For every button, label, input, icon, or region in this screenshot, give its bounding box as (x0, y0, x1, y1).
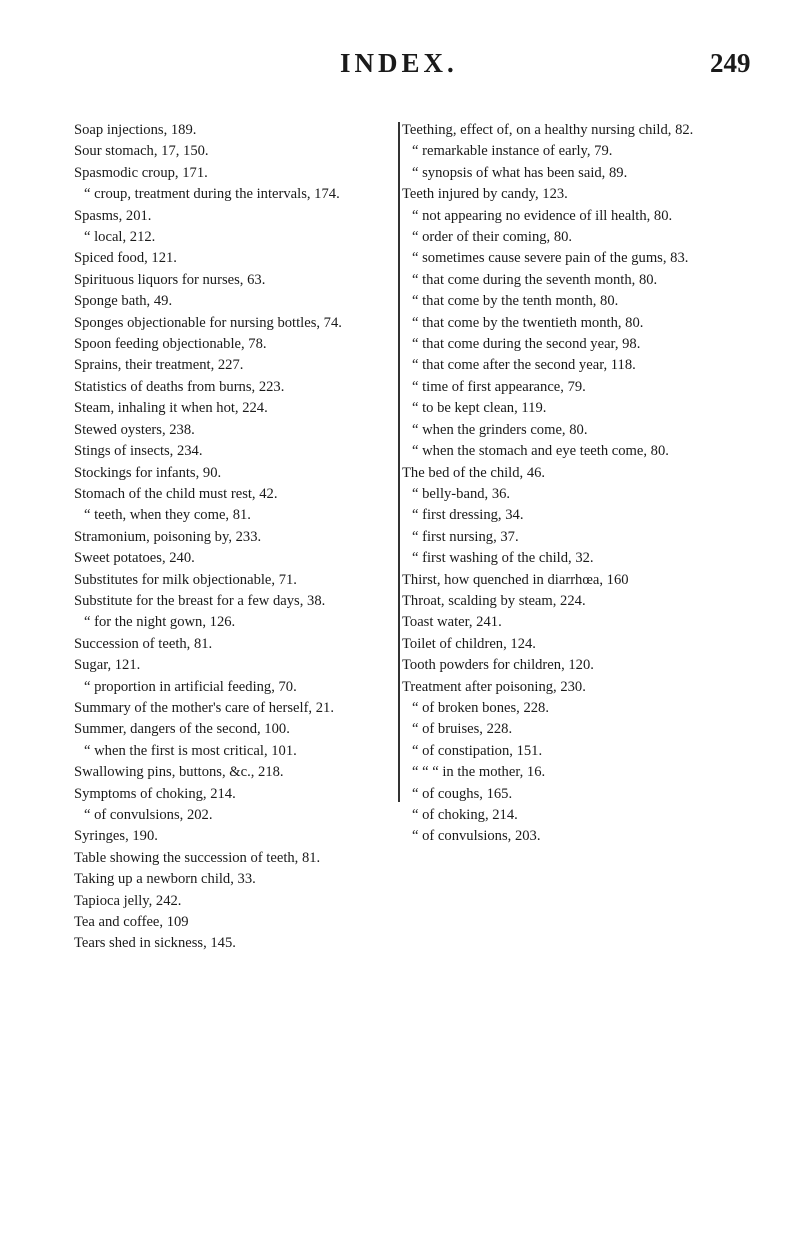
index-entry: Teething, effect of, on a healthy nursing child, 82. (402, 122, 694, 138)
index-subentry: “ of coughs, 165. (412, 785, 513, 802)
index-subentry: “ that come by the tenth month, 80. (412, 293, 619, 310)
index-entry: Toast water, 241. (402, 614, 502, 631)
index-entry: Sour stomach, 17, 150. (74, 143, 209, 160)
index-subentry: “ sometimes cause severe pain of the gums, 83. (412, 250, 689, 267)
index-subentry: “ when the grinders come, 80. (412, 421, 588, 438)
index-entry: Syringes, 190. (74, 828, 158, 845)
index-subentry: “ that come during the seventh month, 80. (412, 271, 658, 288)
index-column-left (74, 120, 400, 955)
page-header (0, 48, 800, 88)
index-subentry: “ that come during the second year, 98. (412, 336, 641, 353)
index-subentry: “ for the night gown, 126. (84, 614, 236, 631)
index-entry: Stewed oysters, 238. (74, 421, 195, 438)
index-entry: Stockings for infants, 90. (74, 464, 222, 481)
index-subentry: “ “ “ in the mother, 16. (412, 764, 546, 781)
index-subentry: “ belly-band, 36. (412, 485, 511, 502)
index-subentry: “ first nursing, 37. (412, 528, 519, 545)
index-entry: Steam, inhaling it when hot, 224. (74, 400, 268, 417)
index-entry: Spoon feeding objectionable, 78. (74, 336, 267, 353)
index-subentry: “ remarkable instance of early, 79. (412, 143, 613, 160)
index-entry: Sponges objectionable for nursing bottles, 74. (74, 314, 342, 331)
index-subentry: “ of broken bones, 228. (412, 699, 549, 716)
index-entry: Tapioca jelly, 242. (74, 892, 182, 909)
index-entry: Toilet of children, 124. (402, 635, 536, 652)
index-entry: Substitutes for milk objectionable, 71. (74, 571, 297, 588)
index-entry: Throat, scalding by steam, 224. (402, 592, 586, 609)
index-entry: Succession of teeth, 81. (74, 635, 213, 652)
index-entry: Spirituous liquors for nurses, 63. (74, 271, 266, 288)
index-entry: Stramonium, poisoning by, 233. (74, 528, 262, 545)
index-entry: Teeth injured by candy, 123. (402, 186, 568, 203)
index-subentry: “ that come after the second year, 118. (412, 357, 636, 374)
index-entry: Sugar, 121. (74, 657, 141, 674)
index-subentry: “ to be kept clean, 119. (412, 400, 547, 417)
index-subentry: “ proportion in artificial feeding, 70. (84, 678, 297, 695)
index-subentry: “ not appearing no evidence of ill health, 80. (412, 207, 673, 224)
index-subentry: “ when the first is most critical, 101. (84, 742, 297, 759)
index-entry: Sweet potatoes, 240. (74, 550, 195, 567)
index-subentry: “ local, 212. (84, 229, 156, 246)
index-entry: Stomach of the child must rest, 42. (74, 485, 278, 502)
index-subentry: “ time of first appearance, 79. (412, 378, 586, 395)
index-entry: Substitute for the breast for a few days, 38. (74, 592, 326, 609)
index-subentry: “ when the stomach and eye teeth come, 80. (412, 443, 669, 460)
index-entry: Statistics of deaths from burns, 223. (74, 378, 285, 395)
index-entry: Summary of the mother's care of herself, 21. (74, 699, 334, 716)
index-subentry: “ of choking, 214. (412, 807, 518, 823)
index-entry: Swallowing pins, buttons, &c., 218. (74, 764, 284, 781)
index-entry: Stings of insects, 234. (74, 443, 203, 460)
index-entry: Sprains, their treatment, 227. (74, 357, 244, 374)
page-title: INDEX. (340, 48, 458, 78)
index-subentry: “ first washing of the child, 32. (412, 550, 594, 567)
page-number: 249 (710, 48, 751, 78)
index-column-right (402, 120, 742, 848)
index-subentry: “ first dressing, 34. (412, 507, 524, 524)
index-entry: The bed of the child, 46. (402, 464, 546, 481)
index-subentry: “ that come by the twentieth month, 80. (412, 314, 644, 331)
index-subentry: “ of bruises, 228. (412, 721, 513, 738)
index-entry: Soap injections, 189. (74, 122, 197, 138)
index-entry: Table showing the succession of teeth, 81. (74, 849, 321, 866)
index-subentry: “ order of their coming, 80. (412, 229, 573, 246)
index-subentry: “ croup, treatment during the intervals, 174. (84, 186, 340, 203)
index-entry: Tea and coffee, 109 (74, 914, 189, 931)
index-entry: Symptoms of choking, 214. (74, 785, 236, 802)
index-subentry: “ of convulsions, 202. (84, 807, 213, 823)
index-entry: Tears shed in sickness, 145. (74, 935, 236, 952)
index-entry: Treatment after poisoning, 230. (402, 678, 586, 695)
index-subentry: “ teeth, when they come, 81. (84, 507, 251, 524)
index-entry: Sponge bath, 49. (74, 293, 173, 310)
index-entry: Spasms, 201. (74, 207, 152, 224)
index-subentry: “ of constipation, 151. (412, 742, 543, 759)
index-entry: Spasmodic croup, 171. (74, 164, 208, 181)
index-subentry: “ of convulsions, 203. (412, 828, 541, 845)
index-entry: Spiced food, 121. (74, 250, 177, 267)
index-subentry: “ synopsis of what has been said, 89. (412, 164, 628, 181)
index-entry: Thirst, how quenched in diarrhœa, 160 (402, 571, 629, 588)
index-entry: Tooth powders for children, 120. (402, 657, 594, 674)
index-entry: Taking up a newborn child, 33. (74, 871, 256, 888)
index-entry: Summer, dangers of the second, 100. (74, 721, 290, 738)
